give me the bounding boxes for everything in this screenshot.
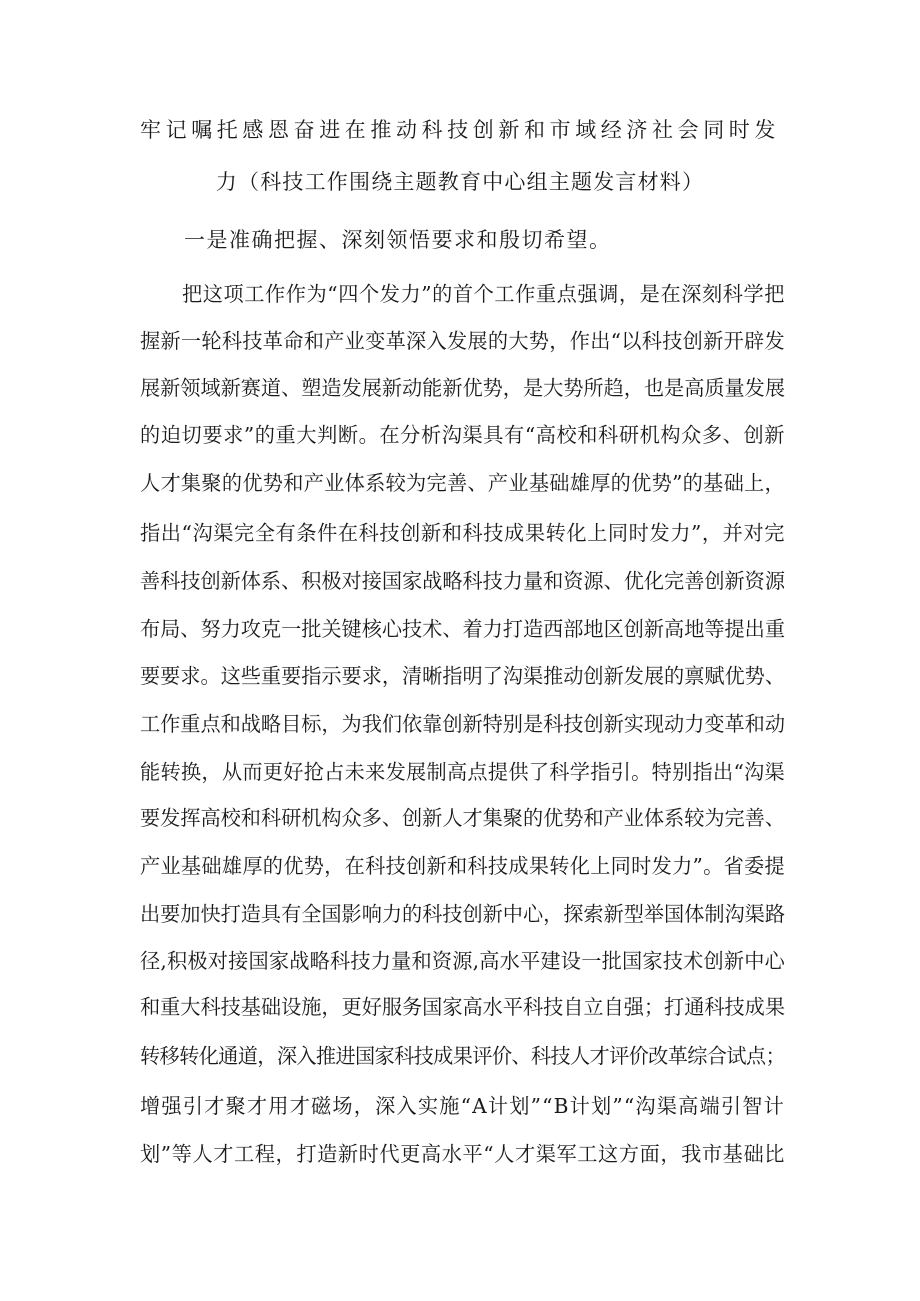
body-line: 布局、努力攻克一批关键核心技术、着力打造西部地区创新高地等提出重 [140, 617, 785, 641]
body-line: 和重大科技基础设施，更好服务国家高水平科技自立自强；打通科技成果 [140, 995, 785, 1019]
body-line: 握新一轮科技革命和产业变革深入发展的大势，作出“以科技创新开辟发 [140, 329, 785, 353]
body-line: 要要求。这些重要指示要求，清晰指明了沟渠推动创新发展的禀赋优势、 [140, 664, 785, 688]
section-heading: 一是准确把握、深刻领悟要求和殷切希望。 [184, 228, 612, 252]
body-line: 径,积极对接国家战略科技力量和资源,高水平建设一批国家技术创新中心 [140, 949, 785, 973]
body-line: 人才集聚的优势和产业体系较为完善、产业基础雄厚的优势”的基础上， [140, 471, 785, 495]
body-line: 转移转化通道，深入推进国家科技成果评价、科技人才评价改革综合试点； [140, 1044, 785, 1068]
body-line: 增强引才聚才用才磁场，深入实施“A计划”“B计划”“沟渠高端引智计 [140, 1094, 785, 1118]
document-title-line-2: 力（科技工作围绕主题教育中心组主题发言材料） [215, 170, 705, 194]
document-title-line-1: 牢记嘱托感恩奋进在推动科技创新和市域经济社会同时发 [140, 118, 780, 142]
body-line: 要发挥高校和科研机构众多、创新人才集聚的优势和产业体系较为完善、 [140, 806, 785, 830]
body-line: 指出“沟渠完全有条件在科技创新和科技成果转化上同时发力”，并对完 [140, 521, 785, 545]
body-line: 划”等人才工程，打造新时代更高水平“人才渠军工这方面，我市基础比 [140, 1142, 785, 1166]
body-line: 工作重点和战略目标，为我们依靠创新特别是科技创新实现动力变革和动 [140, 712, 785, 736]
body-line: 出要加快打造具有全国影响力的科技创新中心，探索新型举国体制沟渠路 [140, 902, 785, 926]
body-line: 善科技创新体系、积极对接国家战略科技力量和资源、优化完善创新资源 [140, 569, 785, 593]
body-line: 产业基础雄厚的优势，在科技创新和科技成果转化上同时发力”。省委提 [140, 854, 785, 878]
body-line: 展新领域新赛道、塑造发展新动能新优势，是大势所趋，也是高质量发展 [140, 376, 785, 400]
body-line: 的迫切要求”的重大判断。在分析沟渠具有“高校和科研机构众多、创新 [140, 423, 785, 447]
body-line: 把这项工作作为“四个发力”的首个工作重点强调，是在深刻科学把 [182, 282, 785, 306]
body-line: 能转换，从而更好抢占未来发展制高点提供了科学指引。特别指出“沟渠 [140, 760, 785, 784]
